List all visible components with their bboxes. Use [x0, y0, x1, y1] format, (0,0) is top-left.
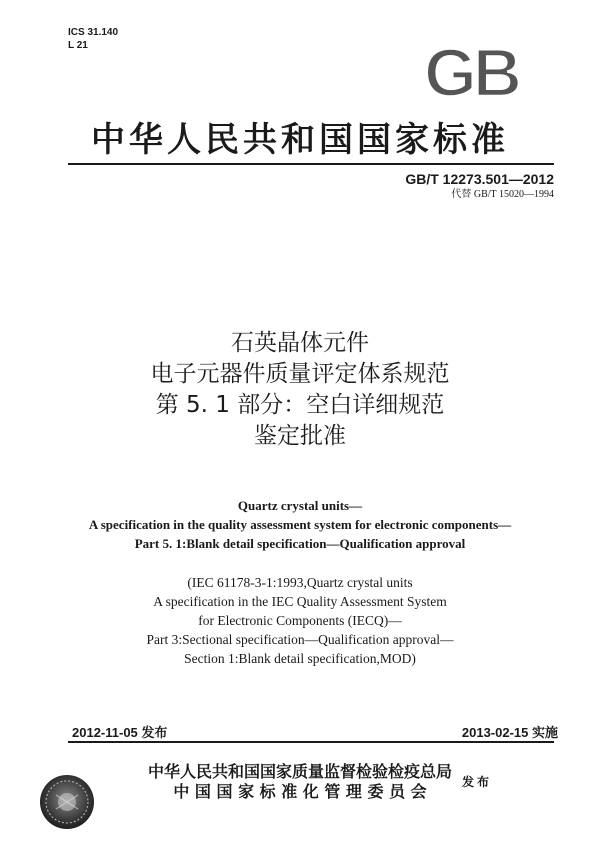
iec-line-1: (IEC 61178-3-1:1993,Quartz crystal units	[187, 575, 413, 590]
iec-reference	[0, 573, 600, 668]
standard-number-block	[405, 170, 554, 201]
title-cn-line-1: 石英晶体元件	[231, 330, 369, 356]
ccs-code: L 21	[68, 40, 88, 51]
classification-codes	[68, 26, 118, 52]
iec-line-2: A specification in the IEC Quality Assessment System	[153, 594, 447, 609]
title-en-line-2: A specification in the quality assessment system for electronic components—	[88, 517, 512, 532]
english-title	[0, 496, 600, 553]
gb-logo-icon	[412, 40, 530, 102]
gb-logo	[412, 40, 530, 102]
national-standard-title: 中华人民共和国国家标准	[91, 120, 509, 160]
title-cn-line-3: 第 5. 1 部分：空白详细规范	[155, 392, 445, 418]
iec-line-3: for Electronic Components (IECQ)—	[198, 613, 402, 628]
gb-logo-text: GB	[424, 40, 518, 102]
implementation-date: 2013-02-15 实施	[461, 725, 558, 740]
title-en-line-1: Quartz crystal units—	[237, 498, 363, 513]
bottom-divider	[68, 741, 554, 743]
top-divider	[68, 163, 554, 165]
issuer-line-2: 中 国 国 家 标 准 化 管 理 委 员 会	[173, 782, 427, 801]
title-cn-line-4: 鉴定批准	[254, 423, 346, 449]
issuer-line-1: 中华人民共和国国家质量监督检验检疫总局	[147, 762, 452, 781]
iec-line-4: Part 3:Sectional specification—Qualification approval—	[146, 632, 454, 647]
issuing-authorities	[0, 762, 600, 802]
replaces-standard: 代替 GB/T 15020—1994	[451, 189, 554, 200]
standard-number: GB/T 12273.501—2012	[405, 171, 554, 187]
iec-line-5: Section 1:Blank detail specification,MOD)	[184, 651, 416, 666]
issue-date: 2012-11-05 发布	[72, 725, 168, 740]
title-cn-line-2: 电子元器件质量评定体系规范	[150, 361, 450, 387]
publish-label: 发布	[462, 775, 493, 789]
title-en-line-3: Part 5. 1:Blank detail specification—Qualification approval	[134, 536, 466, 551]
ics-code: ICS 31.140	[68, 27, 119, 38]
chinese-title	[0, 328, 600, 452]
